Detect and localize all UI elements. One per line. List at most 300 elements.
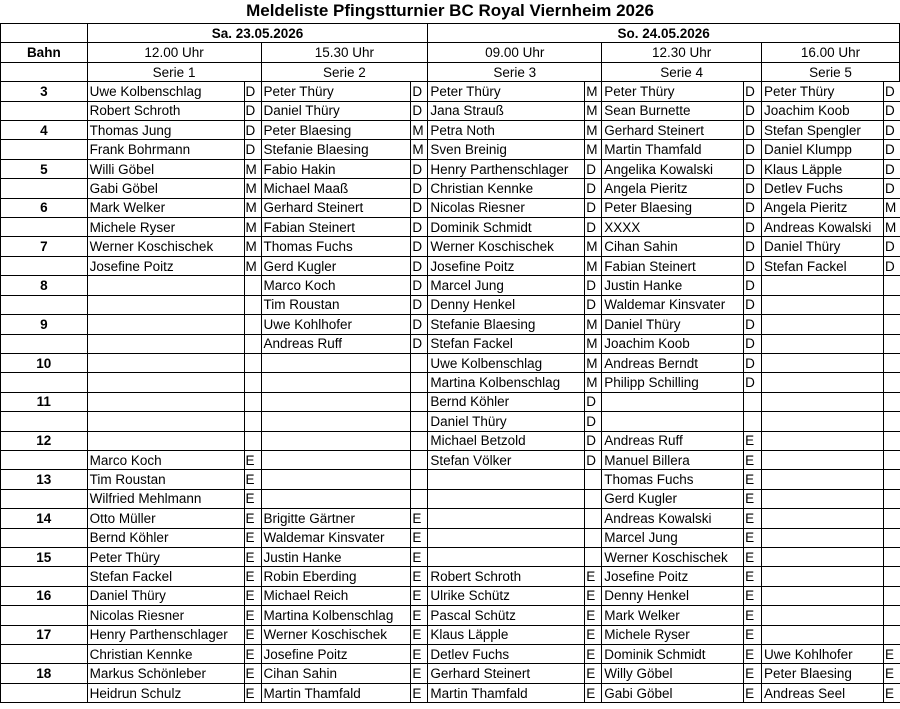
player-category-cell: E <box>244 547 261 566</box>
player-category-cell <box>244 295 261 314</box>
player-category-cell <box>411 353 428 372</box>
player-category-cell: D <box>744 218 762 237</box>
day-header-saturday: Sa. 23.05.2026 <box>87 24 428 43</box>
player-category-cell: E <box>883 683 899 702</box>
player-name-cell: Uwe Kohlhofer <box>261 315 411 334</box>
player-category-cell: E <box>244 683 261 702</box>
table-row <box>1 140 900 159</box>
player-name-cell <box>762 489 884 508</box>
player-name-cell: Angela Pieritz <box>762 198 884 217</box>
player-name-cell <box>87 392 244 411</box>
table-row <box>1 373 900 392</box>
player-category-cell: E <box>744 489 762 508</box>
player-category-cell: D <box>411 179 428 198</box>
player-name-cell: Josefine Poitz <box>87 256 244 275</box>
player-category-cell <box>411 489 428 508</box>
lane-number-cell <box>1 256 88 275</box>
player-name-cell <box>762 276 884 295</box>
table-row <box>1 295 900 314</box>
lane-number-cell <box>1 489 88 508</box>
player-name-cell: Christian Kennke <box>428 179 585 198</box>
player-name-cell: Gerhard Steinert <box>602 121 744 140</box>
lane-number-cell: 8 <box>1 276 88 295</box>
player-category-cell: D <box>883 121 899 140</box>
player-name-cell: Stefan Fackel <box>87 567 244 586</box>
player-category-cell <box>585 509 602 528</box>
player-name-cell: Robert Schroth <box>428 567 585 586</box>
player-name-cell: Robin Eberding <box>261 567 411 586</box>
player-category-cell: D <box>585 218 602 237</box>
session-series-header: Serie 1 <box>87 62 261 81</box>
lane-number-cell: 18 <box>1 664 88 683</box>
player-name-cell: Philipp Schilling <box>602 373 744 392</box>
player-name-cell <box>428 547 585 566</box>
player-category-cell <box>585 547 602 566</box>
lane-number-cell <box>1 218 88 237</box>
player-name-cell: Gerd Kugler <box>261 256 411 275</box>
player-name-cell: Daniel Klumpp <box>762 140 884 159</box>
player-name-cell: Michele Ryser <box>87 218 244 237</box>
player-name-cell: Martin Thamfald <box>602 140 744 159</box>
table-row <box>1 179 900 198</box>
lane-number-cell <box>1 140 88 159</box>
player-category-cell: E <box>744 625 762 644</box>
player-name-cell: Gerhard Steinert <box>428 664 585 683</box>
player-name-cell <box>261 392 411 411</box>
player-name-cell <box>261 450 411 469</box>
player-name-cell: Uwe Kohlhofer <box>762 645 884 664</box>
player-name-cell: Martina Kolbenschlag <box>428 373 585 392</box>
player-category-cell <box>883 334 899 353</box>
player-category-cell <box>411 412 428 431</box>
player-name-cell <box>87 373 244 392</box>
player-name-cell: Peter Thüry <box>428 82 585 101</box>
player-category-cell: M <box>585 237 602 256</box>
player-name-cell: Uwe Kolbenschlag <box>428 353 585 372</box>
lane-number-cell <box>1 683 88 702</box>
player-category-cell: E <box>744 606 762 625</box>
player-category-cell: D <box>411 276 428 295</box>
player-name-cell <box>762 509 884 528</box>
player-category-cell: D <box>744 373 762 392</box>
day-header-row <box>1 24 900 43</box>
player-name-cell: Nicolas Riesner <box>87 606 244 625</box>
player-name-cell <box>87 353 244 372</box>
player-name-cell <box>762 450 884 469</box>
player-name-cell: Martin Thamfald <box>428 683 585 702</box>
player-name-cell: Tim Roustan <box>87 470 244 489</box>
table-row <box>1 392 900 411</box>
player-name-cell: Pascal Schütz <box>428 606 585 625</box>
player-category-cell: E <box>244 625 261 644</box>
lane-number-cell <box>1 179 88 198</box>
player-name-cell: Denny Henkel <box>602 586 744 605</box>
player-category-cell: M <box>585 315 602 334</box>
player-name-cell: Thomas Fuchs <box>602 470 744 489</box>
player-category-cell <box>883 489 899 508</box>
player-category-cell: E <box>244 470 261 489</box>
table-row <box>1 606 900 625</box>
player-category-cell: E <box>744 528 762 547</box>
player-category-cell: D <box>411 82 428 101</box>
lane-number-cell: 13 <box>1 470 88 489</box>
player-name-cell <box>87 412 244 431</box>
day-header-sunday: So. 24.05.2026 <box>428 24 900 43</box>
player-category-cell: D <box>883 82 899 101</box>
table-row <box>1 334 900 353</box>
player-category-cell <box>883 606 899 625</box>
player-name-cell <box>87 276 244 295</box>
player-name-cell <box>762 470 884 489</box>
player-name-cell: Gabi Göbel <box>87 179 244 198</box>
player-category-cell: E <box>744 431 762 450</box>
player-category-cell <box>411 431 428 450</box>
player-name-cell: Stefan Fackel <box>428 334 585 353</box>
player-name-cell: Detlev Fuchs <box>762 179 884 198</box>
player-name-cell: Werner Koschischek <box>87 237 244 256</box>
player-name-cell: Cihan Sahin <box>261 664 411 683</box>
player-name-cell <box>87 334 244 353</box>
lane-number-cell <box>1 295 88 314</box>
player-name-cell: Andreas Berndt <box>602 353 744 372</box>
player-category-cell: D <box>744 179 762 198</box>
player-name-cell: Waldemar Kinsvater <box>602 295 744 314</box>
player-name-cell: Fabio Hakin <box>261 159 411 178</box>
player-category-cell: E <box>585 625 602 644</box>
player-name-cell: Andreas Seel <box>762 683 884 702</box>
player-category-cell: M <box>585 373 602 392</box>
player-category-cell <box>883 276 899 295</box>
player-category-cell: E <box>411 645 428 664</box>
player-name-cell: Otto Müller <box>87 509 244 528</box>
player-category-cell: D <box>744 295 762 314</box>
player-name-cell: Willy Göbel <box>602 664 744 683</box>
lane-number-cell <box>1 373 88 392</box>
player-name-cell: Angela Pieritz <box>602 179 744 198</box>
player-category-cell: D <box>585 412 602 431</box>
player-category-cell <box>883 412 899 431</box>
player-category-cell: D <box>244 140 261 159</box>
player-name-cell: Angelika Kowalski <box>602 159 744 178</box>
player-name-cell <box>261 431 411 450</box>
player-name-cell: Stefan Spengler <box>762 121 884 140</box>
player-category-cell: D <box>411 256 428 275</box>
player-name-cell: Sean Burnette <box>602 101 744 120</box>
player-name-cell: Werner Koschischek <box>261 625 411 644</box>
player-name-cell: Klaus Läpple <box>762 159 884 178</box>
player-name-cell: Marcel Jung <box>428 276 585 295</box>
player-name-cell <box>762 334 884 353</box>
lane-number-cell <box>1 528 88 547</box>
player-category-cell <box>585 528 602 547</box>
player-category-cell: D <box>744 198 762 217</box>
lane-number-cell: 11 <box>1 392 88 411</box>
lane-number-cell: 12 <box>1 431 88 450</box>
lane-number-cell <box>1 101 88 120</box>
player-category-cell <box>244 373 261 392</box>
player-name-cell: Andreas Kowalski <box>602 509 744 528</box>
player-name-cell: Daniel Thüry <box>602 315 744 334</box>
player-name-cell: Henry Parthenschlager <box>87 625 244 644</box>
table-row <box>1 470 900 489</box>
session-time-header: 12.00 Uhr <box>87 43 261 62</box>
registration-table <box>0 23 900 703</box>
player-category-cell: E <box>244 586 261 605</box>
player-category-cell <box>411 450 428 469</box>
player-category-cell: E <box>244 528 261 547</box>
player-name-cell: Mark Welker <box>87 198 244 217</box>
player-name-cell <box>602 412 744 431</box>
player-category-cell <box>244 315 261 334</box>
lane-number-cell: 6 <box>1 198 88 217</box>
player-category-cell: D <box>411 159 428 178</box>
player-category-cell <box>411 392 428 411</box>
player-category-cell: M <box>244 179 261 198</box>
player-name-cell: Brigitte Gärtner <box>261 509 411 528</box>
lane-number-cell: 16 <box>1 586 88 605</box>
player-name-cell: Klaus Läpple <box>428 625 585 644</box>
player-category-cell: D <box>411 218 428 237</box>
player-name-cell: Cihan Sahin <box>602 237 744 256</box>
player-category-cell: M <box>411 121 428 140</box>
page-title: Meldeliste Pfingstturnier BC Royal Viernheim 2026 <box>246 1 654 20</box>
player-category-cell: D <box>744 82 762 101</box>
player-name-cell: Heidrun Schulz <box>87 683 244 702</box>
player-category-cell: D <box>411 198 428 217</box>
player-name-cell <box>261 353 411 372</box>
table-row <box>1 237 900 256</box>
table-row <box>1 159 900 178</box>
lane-number-cell: 3 <box>1 82 88 101</box>
lane-number-cell <box>1 334 88 353</box>
table-row <box>1 315 900 334</box>
player-name-cell: Petra Noth <box>428 121 585 140</box>
player-category-cell: E <box>585 683 602 702</box>
player-name-cell: Fabian Steinert <box>261 218 411 237</box>
player-name-cell: Josefine Poitz <box>428 256 585 275</box>
player-category-cell: D <box>883 237 899 256</box>
player-name-cell: Bernd Köhler <box>428 392 585 411</box>
session-time-header: 09.00 Uhr <box>428 43 602 62</box>
player-name-cell <box>87 295 244 314</box>
player-category-cell: M <box>244 159 261 178</box>
player-category-cell: E <box>411 528 428 547</box>
series-header-row <box>1 62 900 81</box>
player-name-cell <box>261 373 411 392</box>
session-series-header: Serie 2 <box>261 62 428 81</box>
player-name-cell: Willi Göbel <box>87 159 244 178</box>
player-category-cell: E <box>244 567 261 586</box>
player-name-cell <box>428 489 585 508</box>
player-category-cell: E <box>585 606 602 625</box>
player-category-cell <box>883 509 899 528</box>
lane-number-cell <box>1 450 88 469</box>
player-name-cell: Thomas Fuchs <box>261 237 411 256</box>
player-name-cell <box>762 625 884 644</box>
player-category-cell: E <box>883 645 899 664</box>
player-name-cell <box>762 606 884 625</box>
player-name-cell: Uwe Kolbenschlag <box>87 82 244 101</box>
player-name-cell <box>261 489 411 508</box>
table-row <box>1 528 900 547</box>
player-name-cell: Dominik Schmidt <box>428 218 585 237</box>
player-category-cell <box>883 470 899 489</box>
player-category-cell: E <box>744 645 762 664</box>
player-category-cell: M <box>244 218 261 237</box>
player-category-cell: M <box>244 198 261 217</box>
player-category-cell: E <box>411 547 428 566</box>
player-name-cell: Stefan Fackel <box>762 256 884 275</box>
player-category-cell: M <box>585 121 602 140</box>
player-name-cell <box>762 431 884 450</box>
player-category-cell: E <box>883 664 899 683</box>
table-row <box>1 489 900 508</box>
player-name-cell: Marcel Jung <box>602 528 744 547</box>
lane-number-cell <box>1 412 88 431</box>
player-category-cell: D <box>244 82 261 101</box>
table-row <box>1 509 900 528</box>
player-category-cell: D <box>244 101 261 120</box>
player-category-cell: E <box>744 586 762 605</box>
session-series-header: Serie 4 <box>602 62 762 81</box>
player-category-cell <box>883 547 899 566</box>
player-name-cell <box>762 295 884 314</box>
player-name-cell: Stefanie Blaesing <box>428 315 585 334</box>
player-name-cell: Peter Blaesing <box>762 664 884 683</box>
player-name-cell: Martina Kolbenschlag <box>261 606 411 625</box>
player-name-cell: Denny Henkel <box>428 295 585 314</box>
player-name-cell: Andreas Ruff <box>602 431 744 450</box>
player-category-cell: M <box>883 218 899 237</box>
session-series-header: Serie 3 <box>428 62 602 81</box>
player-name-cell: Marco Koch <box>87 450 244 469</box>
player-category-cell: D <box>744 353 762 372</box>
session-time-header: 12.30 Uhr <box>602 43 762 62</box>
player-category-cell: D <box>883 101 899 120</box>
player-category-cell: D <box>411 315 428 334</box>
player-name-cell: Gerhard Steinert <box>261 198 411 217</box>
lane-number-cell: 5 <box>1 159 88 178</box>
player-name-cell <box>762 353 884 372</box>
session-series-header: Serie 5 <box>762 62 900 81</box>
lane-number-cell: 14 <box>1 509 88 528</box>
player-category-cell: M <box>244 237 261 256</box>
player-name-cell: Manuel Billera <box>602 450 744 469</box>
player-category-cell: M <box>585 256 602 275</box>
player-name-cell: Daniel Thüry <box>261 101 411 120</box>
table-row <box>1 645 900 664</box>
table-row <box>1 567 900 586</box>
player-name-cell: Bernd Köhler <box>87 528 244 547</box>
player-name-cell <box>261 470 411 489</box>
player-name-cell: Detlev Fuchs <box>428 645 585 664</box>
player-name-cell <box>762 373 884 392</box>
player-category-cell: E <box>585 664 602 683</box>
table-row <box>1 256 900 275</box>
player-name-cell: Daniel Thüry <box>762 237 884 256</box>
time-header-row <box>1 43 900 62</box>
player-name-cell <box>602 392 744 411</box>
player-category-cell: E <box>411 567 428 586</box>
player-category-cell: D <box>744 315 762 334</box>
lane-number-cell: 10 <box>1 353 88 372</box>
table-row <box>1 101 900 120</box>
player-category-cell: E <box>411 606 428 625</box>
player-category-cell: D <box>585 179 602 198</box>
player-category-cell: E <box>244 606 261 625</box>
player-category-cell: E <box>244 509 261 528</box>
blank-corner-cell <box>1 24 88 43</box>
player-category-cell: M <box>244 256 261 275</box>
player-category-cell: D <box>411 334 428 353</box>
player-category-cell <box>883 373 899 392</box>
table-row <box>1 664 900 683</box>
player-name-cell: Andreas Kowalski <box>762 218 884 237</box>
player-category-cell <box>883 353 899 372</box>
blank-lane-cell <box>1 62 88 81</box>
table-row <box>1 547 900 566</box>
player-name-cell: Robert Schroth <box>87 101 244 120</box>
player-name-cell: Joachim Koob <box>762 101 884 120</box>
table-row <box>1 121 900 140</box>
table-row <box>1 431 900 450</box>
player-category-cell <box>883 586 899 605</box>
player-category-cell: D <box>744 121 762 140</box>
player-category-cell: E <box>411 683 428 702</box>
player-name-cell: Michael Reich <box>261 586 411 605</box>
player-category-cell: D <box>744 334 762 353</box>
player-category-cell: D <box>585 450 602 469</box>
player-name-cell <box>762 547 884 566</box>
player-name-cell: Werner Koschischek <box>428 237 585 256</box>
player-name-cell: Fabian Steinert <box>602 256 744 275</box>
player-name-cell: Markus Schönleber <box>87 664 244 683</box>
lane-number-cell: 4 <box>1 121 88 140</box>
player-category-cell <box>744 392 762 411</box>
player-category-cell: E <box>744 509 762 528</box>
player-name-cell <box>762 528 884 547</box>
player-name-cell <box>87 315 244 334</box>
player-category-cell: E <box>244 450 261 469</box>
table-row <box>1 683 900 702</box>
lane-column-header: Bahn <box>1 43 88 62</box>
player-category-cell: M <box>411 140 428 159</box>
player-category-cell <box>244 353 261 372</box>
player-name-cell <box>762 567 884 586</box>
player-category-cell <box>883 315 899 334</box>
player-name-cell <box>762 315 884 334</box>
player-name-cell: Nicolas Riesner <box>428 198 585 217</box>
player-name-cell <box>762 392 884 411</box>
player-category-cell: E <box>744 470 762 489</box>
player-category-cell: D <box>411 237 428 256</box>
player-category-cell: D <box>411 295 428 314</box>
player-name-cell: Gerd Kugler <box>602 489 744 508</box>
lane-number-cell: 17 <box>1 625 88 644</box>
player-name-cell: Justin Hanke <box>602 276 744 295</box>
player-category-cell: E <box>244 645 261 664</box>
player-category-cell: E <box>744 683 762 702</box>
player-category-cell: E <box>744 664 762 683</box>
lane-number-cell <box>1 645 88 664</box>
player-name-cell: Waldemar Kinsvater <box>261 528 411 547</box>
player-name-cell: Thomas Jung <box>87 121 244 140</box>
player-name-cell: Michele Ryser <box>602 625 744 644</box>
player-category-cell: M <box>585 334 602 353</box>
player-name-cell: Jana Strauß <box>428 101 585 120</box>
player-category-cell: E <box>585 586 602 605</box>
player-category-cell: E <box>744 567 762 586</box>
